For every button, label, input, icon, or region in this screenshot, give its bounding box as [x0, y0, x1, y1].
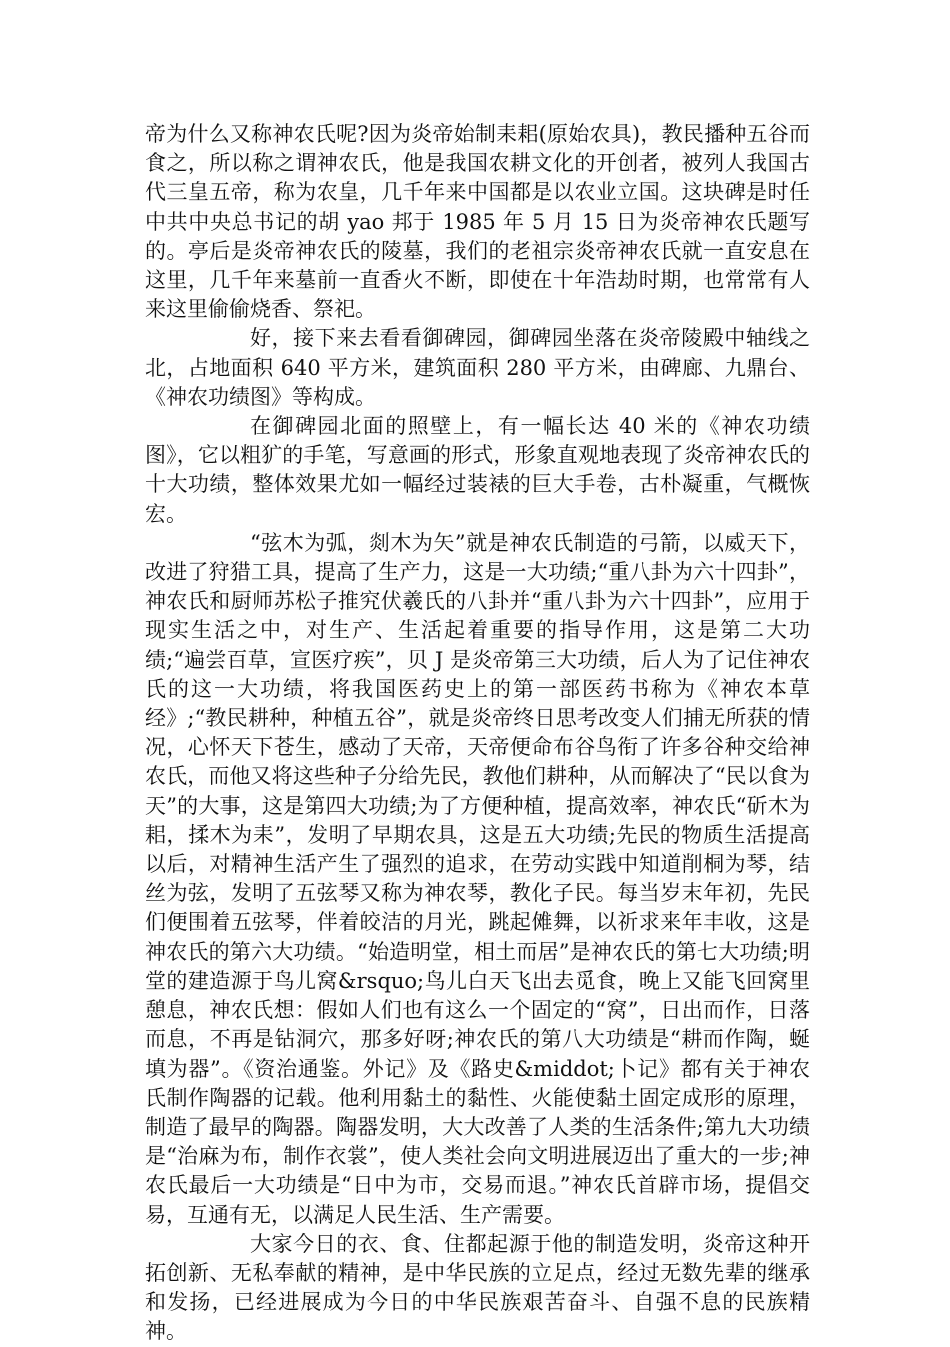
paragraph-merit-mural: 在御碑园北面的照壁上，有一幅长达 40 米的《神农功绩图》，它以粗犷的手笔，写意画的形式，形象直观地表现了炎帝神农氏的十大功绩，整体效果尤如一幅经过装裱的巨大手卷，古朴凝重，气概恢宏。	[145, 414, 810, 526]
paragraph-ten-achievements: “弦木为弧，剡木为矢”就是神农氏制造的弓箭，以威天下，改进了狩猎工具，提高了生产力，这是一大功绩;“重八卦为六十四卦”，神农氏和厨师苏松子推究伏羲氏的八卦并“重八卦为六十四卦”，应用于现实生活之中，对生产、生活起着重要的指导作用，这是第二大功绩;“遍尝百草，宣医疗疾”，贝 J 是炎帝第三大功绩，后人为了记住神农氏的这一大功绩，将我国医药史上的第一部医药书称为《神农本草经》;“教民耕种，种植五谷”，就是炎帝终日思考改变人们捕无所获的情况，心怀天下苍生，感动了天帝，天帝便命布谷鸟衔了许多谷种交给神农氏，而他又将这些种子分给先民，教他们耕种，从而解决了“民以食为天”的大事，这是第四大功绩;为了方便种植，提高效率，神农氏“斫木为耜，揉木为耒”，发明了早期农具，这是五大功绩;先民的物质生活提高以后，对精神生活产生了强烈的追求，在劳动实践中知道削桐为琴，结丝为弦，发明了五弦琴又称为神农琴，教化子民。每当岁末年初，先民们便围着五弦琴，伴着皎洁的月光，跳起傩舞，以祈求来年丰收，这是神农氏的第六大功绩。“始造明堂，相土而居”是神农氏的第七大功绩;明堂的建造源于鸟儿窝&rsquo;鸟儿白天飞出去觅食，晚上又能飞回窝里憩息，神农氏想：假如人们也有这么一个固定的“窝”，日出而作，日落而息，不再是钻洞穴，那多好呀;神农氏的第八大功绩是“耕而作陶，蜒填为器”。《资治通鉴。外记》及《路史&middot;卜记》都有关于神农氏制作陶器的记载。他利用黏土的黏性、火能使黏土固定成形的原理，制造了最早的陶器。陶器发明，大大改善了人类的生活条件;第九大功绩是“治麻为布，制作衣裳”，使人类社会向文明进展迈出了重大的一步;神农氏最后一大功绩是“日中为市，交易而退。”神农氏首辟市场，提倡交易，互通有无，以满足人民生活、生产需要。	[145, 530, 810, 1227]
paragraph-conclusion: 大家今日的衣、食、住都起源于他的制造发明，炎帝这种开拓创新、无私奉献的精神，是中华民族的立足点，经过无数先辈的继承和发扬，已经进展成为今日的中华民族艰苦奋斗、自强不息的民族精神。	[145, 1231, 810, 1344]
paragraph-intro: 帝为什么又称神农氏呢?因为炎帝始制耒耜(原始农具)，教民播种五谷而食之，所以称之谓神农氏，他是我国农耕文化的开创者，被列人我国古代三皇五帝，称为农皇，几千年来中国都是以农业立国。这块碑是时任中共中央总书记的胡 yao 邦于 1985 年 5 月 15 日为炎帝神农氏题写的。亭后是炎帝神农氏的陵墓，我们的老祖宗炎帝神农氏就一直安息在这里，几千年来墓前一直香火不断，即使在十年浩劫时期，也常常有人来这里偷偷烧香、祭祀。	[145, 122, 810, 322]
paragraph-stele-garden: 好，接下来去看看御碑园，御碑园坐落在炎帝陵殿中轴线之北，占地面积 640 平方米，建筑面积 280 平方米，由碑廊、九鼎台、《神农功绩图》等构成。	[145, 326, 810, 409]
document-page	[145, 120, 810, 1347]
